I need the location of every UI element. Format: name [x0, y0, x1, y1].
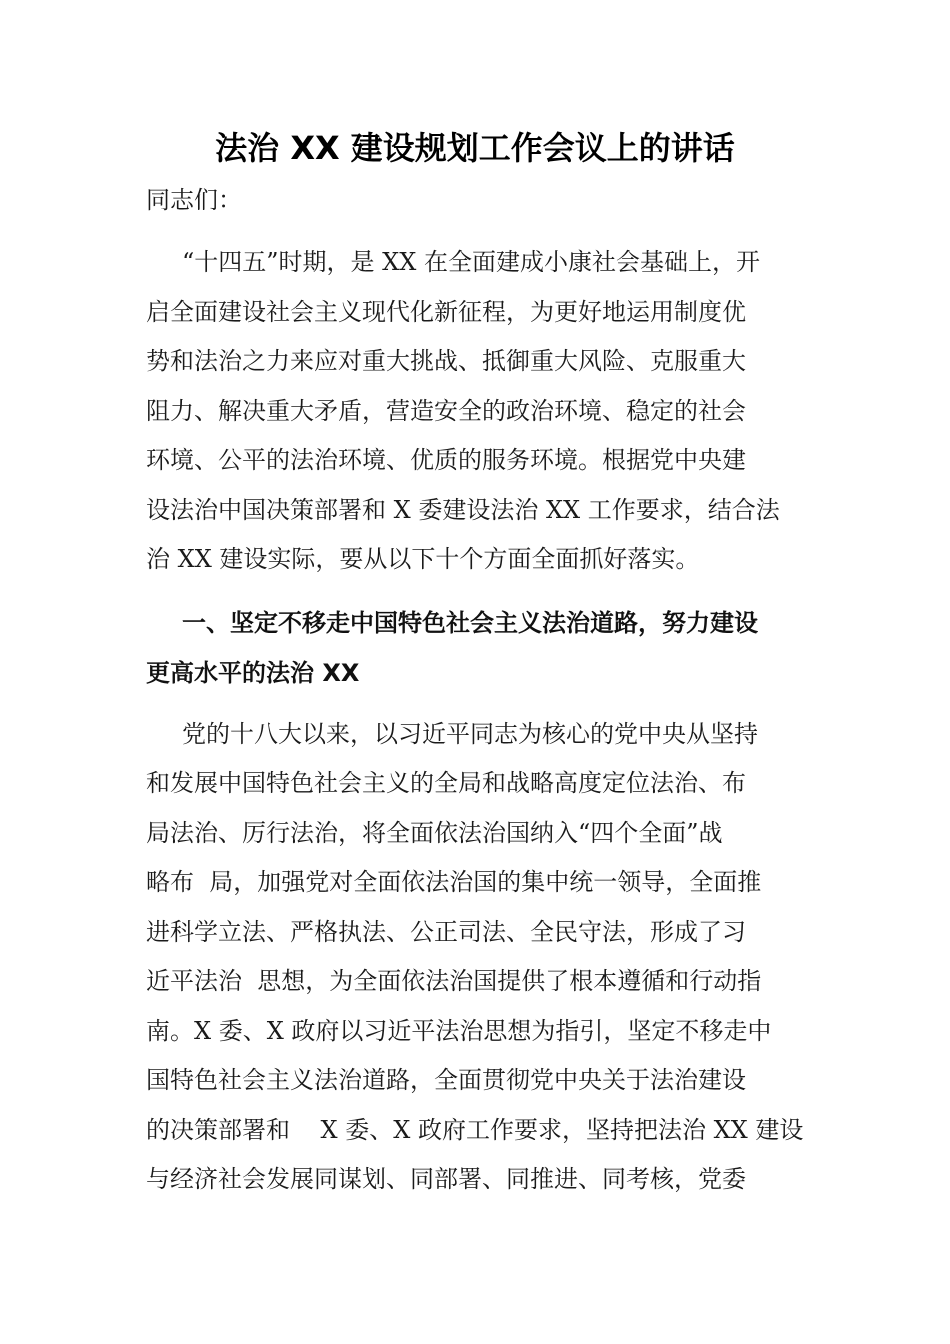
heading-line: 一、坚定不移走中国特色社会主义法治道路，努力建设 [182, 609, 758, 637]
paragraph-line: 阻力、解决重大矛盾，营造安全的政治环境、稳定的社会 [146, 397, 746, 425]
paragraph-line: 势和法治之力来应对重大挑战、抵御重大风险、克服重大 [146, 347, 746, 375]
paragraph-line: 国特色社会主义法治道路，全面贯彻党中央关于法治建设 [146, 1066, 746, 1094]
paragraph-line: 略布 局，加强党对全面依法治国的集中统一领导，全面推 [146, 868, 762, 896]
paragraph-line: “十四五”时期，是 XX 在全面建成小康社会基础上，开 [182, 248, 760, 276]
paragraph-line: 党的十八大以来，以习近平同志为核心的党中央从坚持 [182, 720, 758, 748]
paragraph-line: 近平法治 思想，为全面依法治国提供了根本遵循和行动指 [146, 967, 762, 995]
paragraph-line: 南。X 委、X 政府以习近平法治思想为指引，坚定不移走中 [146, 1017, 772, 1045]
heading-line: 更高水平的法治 XX [146, 659, 360, 687]
paragraph-line: 设法治中国决策部署和 X 委建设法治 XX 工作要求，结合法 [146, 496, 780, 524]
paragraph-line: 和发展中国特色社会主义的全局和战略高度定位法治、布 [146, 769, 746, 797]
paragraph-line: 的决策部署和 X 委、X 政府工作要求，坚持把法治 XX 建设 [146, 1116, 804, 1144]
salutation: 同志们： [146, 186, 242, 214]
paragraph-line: 启全面建设社会主义现代化新征程，为更好地运用制度优 [146, 298, 746, 326]
document-title: 法治 XX 建设规划工作会议上的讲话 [215, 129, 735, 167]
paragraph-line: 进科学立法、严格执法、公正司法、全民守法，形成了习 [146, 918, 746, 946]
paragraph-line: 与经济社会发展同谋划、同部署、同推进、同考核，党委 [146, 1165, 746, 1193]
paragraph-line: 局法治、厉行法治，将全面依法治国纳入“四个全面”战 [146, 819, 723, 847]
paragraph-line: 治 XX 建设实际，要从以下十个方面全面抓好落实。 [146, 545, 700, 573]
paragraph-line: 环境、公平的法治环境、优质的服务环境。根据党中央建 [146, 446, 746, 474]
